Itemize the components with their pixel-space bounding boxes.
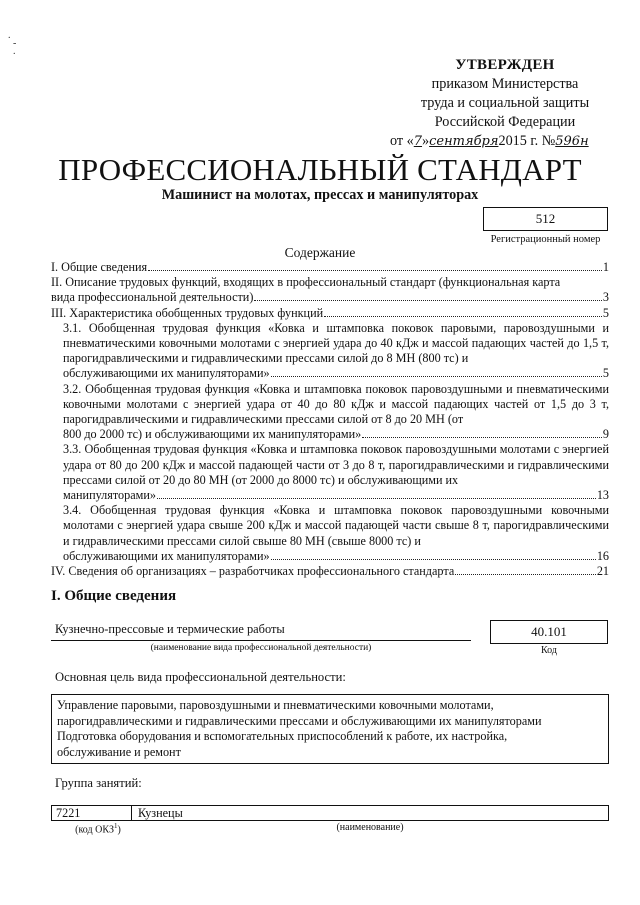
date-mid: » (422, 133, 430, 149)
footnote-ref: 1 (114, 822, 118, 830)
activity-caption: (наименование вида профессиональной деятельности) (150, 643, 372, 653)
toc-entry-page: 3 (602, 290, 609, 305)
toc-title: Содержание (284, 245, 356, 260)
toc-entry-text-end: манипуляторами» (63, 488, 156, 503)
approval-block (390, 56, 620, 151)
goal-line: Управление паровыми, паровоздушными и пневматическими ковочными молотами, (57, 698, 494, 712)
date-year: 2015 г. № (498, 133, 556, 149)
toc-entry (51, 382, 609, 443)
toc-entry-page: 5 (602, 305, 609, 320)
activity-code-caption: Код (541, 645, 557, 656)
toc-entry-text: 3.3. Обобщенная трудовая функция «Ковка и штамповка поковок паровоздушными молотами с энергией удара от 80 до 200 кДж и массой падающей части от 3 до 8 т, парогидравлическими и гидравлическими прессами силой от 20 до 80 МН (от 2000 до 8000 тс) и обслуживающими их (63, 442, 609, 487)
toc-entry-page: 16 (596, 548, 609, 563)
approval-date (390, 132, 620, 151)
standard-subtitle: Машинист на молотах, прессах и манипуляторах (161, 187, 479, 203)
toc-entry-page: 13 (596, 488, 609, 503)
toc-entry-text-end: 800 до 2000 тс) и обслуживающими их манипуляторами» (63, 427, 362, 442)
toc-entry-text: III. Характеристика обобщенных трудовых функций (51, 305, 324, 320)
order-number-handwritten: 596н (555, 134, 589, 149)
goal-box (51, 694, 609, 764)
section-heading: I. Общие сведения (51, 588, 177, 604)
toc-entry (51, 321, 609, 382)
registration-number-label: Регистрационный номер (490, 234, 601, 245)
occupation-group-code: 7221 (52, 806, 132, 820)
occupation-name-caption: (наименование) (336, 822, 404, 833)
toc-entry (51, 306, 609, 321)
toc-entry-page: 1 (602, 260, 609, 274)
occupation-code-caption (58, 822, 138, 835)
toc-entry (51, 503, 609, 564)
registration-number-box: 512 (483, 207, 608, 231)
approval-heading: УТВЕРЖДЕН (455, 57, 555, 73)
caption-text: (код ОКЗ (75, 824, 115, 836)
toc-entry-text: I. Общие сведения (51, 260, 148, 274)
toc-entry-page: 5 (602, 366, 609, 381)
goal-line: парогидравлическими и гидравлическими прессами и обслуживающими их манипуляторами (57, 713, 542, 728)
toc-entry-text: 3.2. Обобщенная трудовая функция «Ковка и штамповка поковок паровоздушными и пневматическими ковочными молотами с энергией удара от 40 до 80 кДж и массой падающих частей от 1,5 до 3 т, парогидравлическими и гидравлическими прессами силой от 8 до 20 МН (от (63, 381, 609, 427)
goal-line: Подготовка оборудования и вспомогательных приспособлений к работе, их настройка, (57, 729, 508, 743)
date-day-handwritten: 7 (413, 134, 423, 149)
date-month-handwritten: сентября (429, 134, 499, 149)
occupation-group-label: Группа занятий: (55, 776, 142, 790)
approval-line-1: приказом Министерства (431, 76, 579, 92)
standard-title: ПРОФЕССИОНАЛЬНЫЙ СТАНДАРТ (58, 152, 582, 187)
activity-code-box: 40.101 (490, 620, 608, 644)
activity-underline (51, 640, 471, 641)
table-of-contents (51, 260, 609, 579)
toc-entry-text-end: обслуживающими их манипуляторами» (63, 548, 270, 563)
occupation-group-name: Кузнецы (138, 806, 183, 820)
scan-mark: . - . (8, 30, 17, 57)
toc-entry (51, 275, 609, 305)
toc-entry-text-end: вида профессиональной деятельности) (51, 290, 254, 305)
goal-line: обслуживание и ремонт (57, 744, 181, 759)
toc-entry-page: 21 (596, 564, 609, 579)
toc-entry-text: 3.4. Обобщенная трудовая функция «Ковка и штамповка поковок паровоздушными ковочными молотами с энергией удара свыше 200 кДж и массой падающей части свыше 8 т, парогидравлическими и гидравлическими прессами силой свыше 80 МН (свыше 8000 тс) и (63, 503, 609, 548)
toc-entry-text: II. Описание трудовых функций, входящих в профессиональный стандарт (функциональная карта (51, 275, 561, 290)
caption-close: ) (117, 824, 121, 836)
toc-entry-text: 3.1. Обобщенная трудовая функция «Ковка и штамповка поковок паровыми, паровоздушными и пневматическими ковочными молотами с энергией удара до 40 кДж и массой падающих частей до 1,5 т, парогидравлическими и гидравлическими прессами силой до 8 МН (800 тс) и (63, 320, 609, 366)
goal-label: Основная цель вида профессиональной деятельности: (55, 670, 346, 684)
activity-name: Кузнечно-прессовые и термические работы (55, 622, 285, 636)
approval-line-3: Российской Федерации (434, 114, 576, 130)
toc-entry-page: 9 (602, 427, 609, 442)
toc-entry (51, 260, 609, 275)
toc-entry-text: IV. Сведения об организациях – разработчиках профессионального стандарта (51, 564, 455, 579)
approval-line-2: труда и социальной защиты (420, 95, 590, 111)
date-prefix: от « (390, 133, 414, 149)
occupation-group-row (51, 805, 609, 821)
toc-entry (51, 442, 609, 503)
toc-entry-text-end: обслуживающими их манипуляторами» (63, 366, 270, 381)
toc-entry (51, 564, 609, 579)
